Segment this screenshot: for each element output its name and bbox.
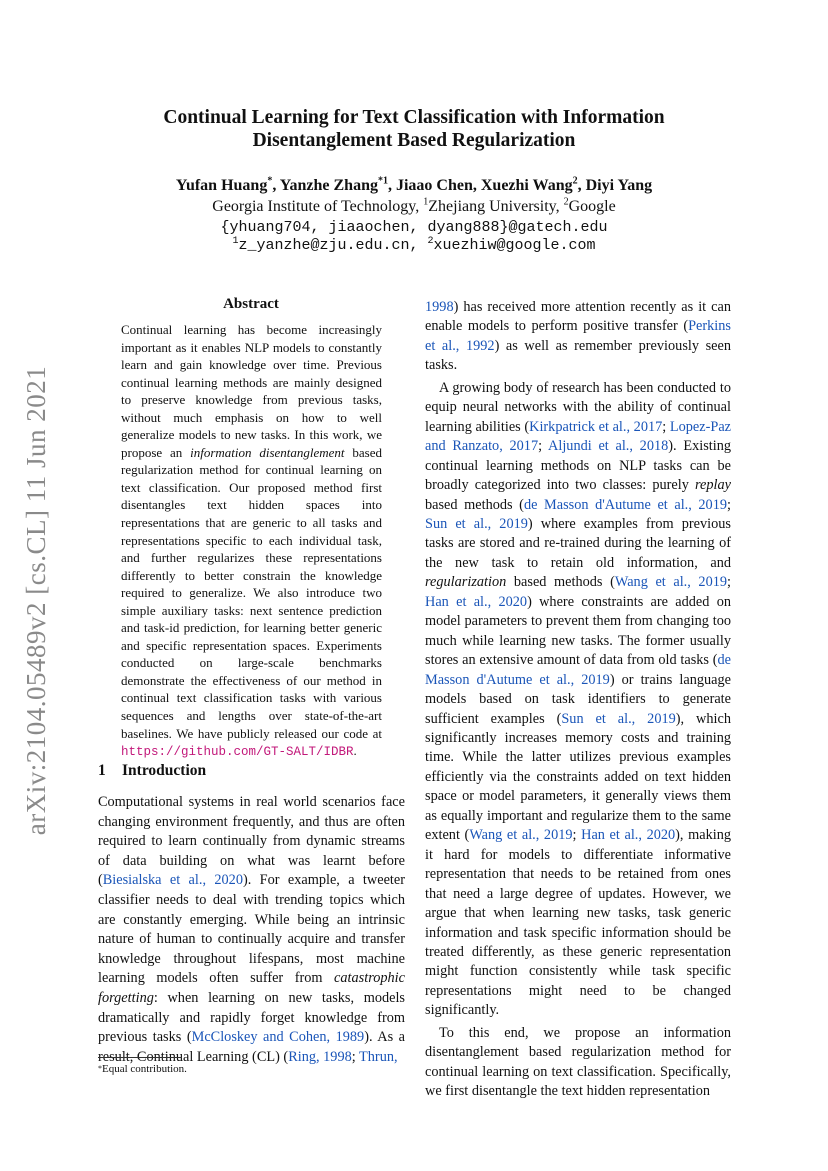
abstract-text-2: based regularization method for continual learning on text classification. Our proposed method first disentangles text hidden spaces into representations that are generic to all tasks and representations specific to each individual task, and further regularizes these representations differently to better constrain the knowledge required to generalize. We also introduce two simple auxiliary tasks: next sentence prediction and task-id prediction, for learning better generic and specific representation spaces. Experiments conducted on large-scale benchmarks demonstrate the effectiveness of our method in continual text classification tasks with various sequences and lengths over state-of-the-art baselines. We have publicly released our code at (121, 444, 382, 741)
citation-link[interactable]: Thrun, (359, 1048, 398, 1065)
intro-text: ). Existing continual learning methods on NLP tasks can be broadly categorized into two classes: purely (425, 438, 731, 494)
intro-text: ; (662, 418, 670, 435)
citation-link[interactable]: Lopez-Paz and Ranzato, 2017 (425, 418, 732, 455)
citation-link[interactable]: Kirkpatrick et al., 2017 (529, 418, 663, 435)
intro-text: A growing body of research has been conducted to equip neural networks with the ability of continual learning abilities ( (425, 379, 731, 435)
citation-link[interactable]: Han et al., 2020 (581, 827, 676, 844)
citation-link[interactable]: Aljundi et al., 2018 (548, 438, 669, 455)
intro-text: ) has received more attention recently as it can enable models to perform positive transfer ( (425, 299, 731, 335)
intro-text: ), which significantly increases memory costs and training time. While the latter utilizes previous examples efficiently via the constraints added on text hidden space or model parameters, it generally views them as equally important and regularize them to the same extent ( (425, 710, 731, 844)
intro-text: : when learning on new tasks, models dramatically and rapidly forget knowledge from previous tasks ( (98, 989, 405, 1046)
abstract-heading: Abstract (223, 296, 279, 312)
intro-text: ). For example, a tweeter classifier needs to deal with trending topics which are constantly emerging. While being an intrinsic nature of human to continually acquire and transfer knowledge throughout lifespans, most machine learning models often suffer from (98, 872, 405, 987)
citation-link[interactable]: Wang et al., 2019 (469, 827, 573, 844)
citation-link[interactable]: Wang et al., 2019 (614, 574, 728, 591)
affiliation-3-mark: 2 (563, 196, 569, 208)
citation-link[interactable]: Ring, 1998 (288, 1048, 352, 1065)
email-zju: z_yanzhe@zju.edu.cn, (238, 237, 428, 254)
intro-paragraph-3: To this end, we propose an information disentanglement based regularization method for continual learning on text classification. Specifically, we first disentangle the text hidden representation (425, 1024, 731, 1100)
intro-text: ) as well as remember previously seen tasks. (425, 337, 731, 374)
intro-text: ). As a result, Continual Learning (CL) ( (98, 1029, 405, 1065)
citation-link[interactable]: 1998 (425, 299, 454, 315)
email-line-1: {yhuang704, jiaaochen, dyang888}@gatech.edu (220, 219, 608, 236)
author-2: Yanzhe Zhang (279, 177, 378, 194)
citation-link[interactable]: de Masson d'Autume et al., 2019 (523, 496, 728, 513)
intro-text: ; (351, 1048, 360, 1065)
intro-paragraph-1-continued (425, 298, 731, 376)
citation-link[interactable]: Sun et al., 2019 (561, 710, 676, 727)
email-line-2 (98, 236, 730, 255)
section-title: Introduction (122, 762, 207, 779)
footnote-text: Equal contribution. (102, 1063, 187, 1075)
citation-link[interactable]: de Masson d'Autume et al., 2019 (425, 652, 731, 688)
author-3-4: Jiaao Chen, Xuezhi Wang (395, 177, 573, 194)
author-4-mark: 2 (572, 175, 578, 187)
section-number: 1 (98, 762, 106, 779)
arxiv-identifier-stamp (12, 320, 62, 880)
intro-text: ) or trains language models based on task identifiers to generate sufficient examples ( (425, 671, 731, 727)
abstract-body (121, 321, 382, 762)
intro-emphasis: replay (695, 477, 731, 494)
citation-link[interactable]: Han et al., 2020 (425, 593, 528, 610)
affiliation-2: Zhejiang University, (428, 198, 564, 215)
intro-emphasis: catastrophic forgetting (98, 970, 405, 1006)
author-2-mark: *1 (377, 175, 388, 187)
intro-text: based methods ( (506, 574, 615, 591)
abstract-text-1: Continual learning has become increasingly important as it enables NLP models to constantly learn and gain knowledge over time. Previous continual learning methods are mainly designed to preserve knowledge from previous tasks, without much emphasis on how to well generalize models to new tasks. In this work, we propose an (121, 322, 382, 460)
arxiv-identifier-text: arXiv:2104.05489v2 [cs.CL] 11 Jun 2021 (21, 365, 52, 835)
affiliation-1: Georgia Institute of Technology, (212, 198, 424, 215)
section-heading-introduction (98, 762, 404, 780)
email-mark-1: 1 (232, 236, 239, 247)
citation-link[interactable]: Biesialska et al., 2020 (102, 872, 243, 889)
citation-link[interactable]: Sun et al., 2019 (425, 515, 528, 532)
introduction-left-column (98, 793, 405, 1067)
intro-emphasis: regularization (425, 574, 507, 591)
affiliation-3: Google (568, 198, 616, 215)
introduction-right-column (425, 298, 731, 1102)
paper-title-line-2: Disentanglement Based Regularization (252, 130, 576, 151)
footnote-mark: * (98, 1064, 102, 1073)
citation-link[interactable]: Perkins et al., 1992 (425, 318, 731, 354)
intro-text: ; (727, 496, 731, 513)
intro-paragraph-2 (425, 379, 731, 1021)
footnote-rule (98, 1057, 182, 1058)
intro-paragraph-1 (98, 793, 405, 1067)
affiliation-2-mark: 1 (423, 196, 429, 208)
code-url-link[interactable]: https://github.com/GT-SALT/IDBR (121, 745, 354, 760)
paper-title-line-1: Continual Learning for Text Classification with Information (163, 107, 665, 128)
email-mark-2: 2 (427, 236, 434, 247)
intro-text: ) where constraints are added on model parameters to prevent them from changing too much while learning new tasks. The former usually stores an extensive amount of data from old tasks ( (425, 593, 732, 669)
author-1: Yufan Huang (175, 177, 268, 194)
intro-text: ; (538, 438, 549, 455)
intro-text: ) where examples from previous tasks are stored and re-trained during the learning of the new task to retain old information, and (425, 515, 731, 571)
footnote (98, 1062, 404, 1076)
intro-text: ), making it hard for models to differentiate informative representation that needs to be retained from ones that need a large degree of updates. However, we argue that when learning new tasks, task generic information and task specific information should be treated differently, as these generic representation might function consistently while task specific representations might need to be changed significantly. (425, 827, 732, 1019)
citation-link[interactable]: McCloskey and Cohen, 1989 (191, 1029, 365, 1046)
author-5: , Diyi Yang (577, 177, 653, 194)
abstract-emphasis: information disentanglement (190, 444, 345, 460)
intro-text: based methods ( (425, 496, 524, 513)
paper-title (98, 106, 730, 152)
email-google: xuezhiw@google.com (433, 237, 596, 254)
author-list: Yufan Huang*, Yanzhe Zhang$^{*1}$, Jiaao Chen, Xuezhi Wang$^2$, Diyi Yang (175, 175, 653, 194)
intro-text: Computational systems in real world scenarios face changing environment frequently, and thus are often required to learn continually from dynamic streams of data building on what was learnt before ( (98, 794, 405, 889)
affiliations (98, 197, 730, 217)
abstract-text-3: . (353, 743, 357, 759)
intro-text: ; (572, 827, 582, 844)
intro-text: ; (727, 574, 732, 591)
author-1-mark: * (267, 175, 273, 187)
